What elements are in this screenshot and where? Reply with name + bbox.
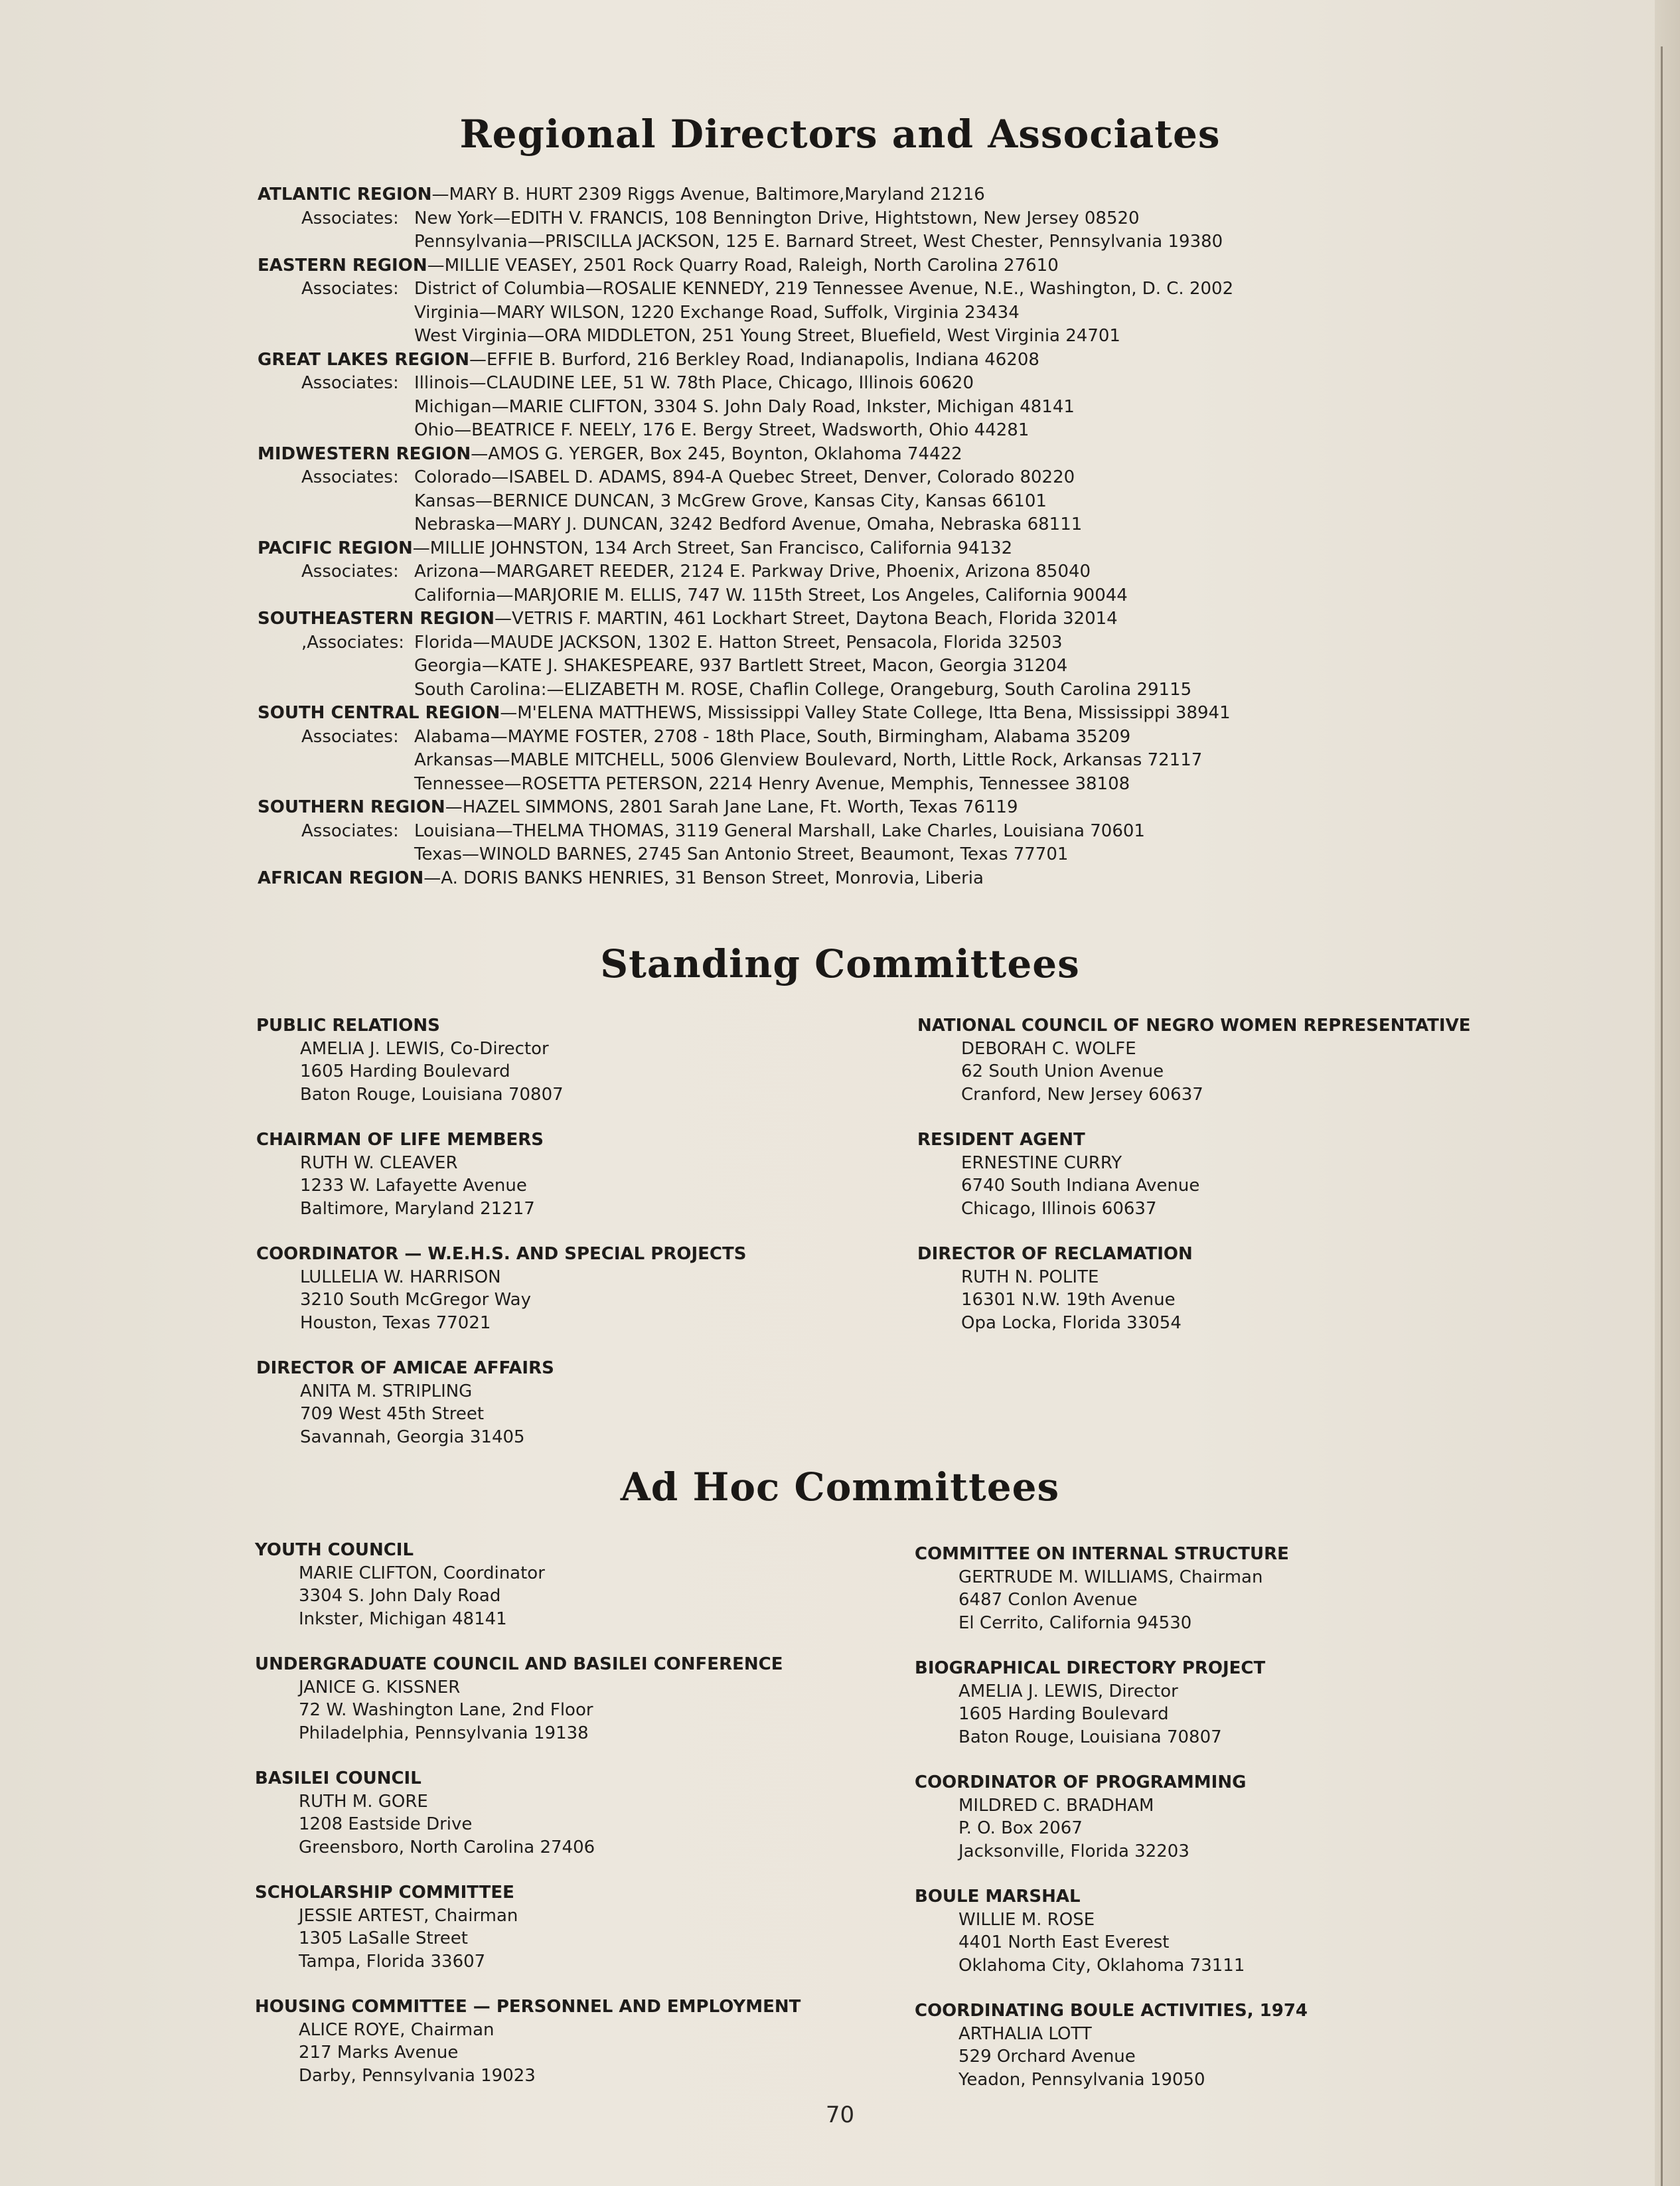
region-director-line — [258, 254, 1399, 278]
region-associate-line — [258, 207, 1399, 231]
contact-line: Jacksonville, Florida 32203 — [958, 1841, 1189, 1861]
region-associate-line — [258, 277, 1399, 301]
regional-directors-list — [258, 183, 1399, 890]
committee-title: COMMITTEE ON INTERNAL STRUCTURE — [915, 1544, 1289, 1564]
contact-line: P. O. Box 2067 — [958, 1818, 1083, 1838]
committee-contact — [256, 1152, 854, 1221]
contact-line: 1605 Harding Boulevard — [958, 1704, 1169, 1724]
contact-line: LULLELIA W. HARRISON — [300, 1267, 501, 1287]
associate-entry: Florida—MAUDE JACKSON, 1302 E. Hatton Street, Pensacola, Florida 32503 — [414, 632, 1063, 653]
committee-entry — [915, 1885, 1512, 1977]
region-name: PACIFIC REGION — [258, 538, 413, 558]
region-director: —MILLIE JOHNSTON, 134 Arch Street, San Francisco, California 94132 — [412, 538, 1013, 558]
committee-title: RESIDENT AGENT — [917, 1130, 1085, 1150]
committee-contact — [917, 1266, 1515, 1335]
committee-contact — [255, 1562, 852, 1631]
associates-label: Associates: — [301, 373, 399, 393]
associate-entry: Illinois—CLAUDINE LEE, 51 W. 78th Place, Chicago, Illinois 60620 — [414, 373, 974, 393]
contact-line: 1605 Harding Boulevard — [300, 1061, 510, 1081]
contact-line: Baton Rouge, Louisiana 70807 — [300, 1084, 564, 1105]
standing-committees-right-column — [917, 1014, 1515, 1357]
region-name: MIDWESTERN REGION — [258, 443, 471, 464]
associate-entry: District of Columbia—ROSALIE KENNEDY, 219 Tennessee Avenue, N.E., Washington, D. C. 2002 — [414, 279, 1234, 299]
contact-line: AMELIA J. LEWIS, Co-Director — [300, 1038, 549, 1059]
contact-line: 62 South Union Avenue — [961, 1061, 1164, 1081]
region-director-line — [258, 349, 1399, 372]
heading-regional-directors: Regional Directors and Associates — [459, 112, 1221, 157]
region-associate-line — [258, 372, 1399, 396]
committee-entry — [917, 1014, 1515, 1106]
region-director: —AMOS G. YERGER, Box 245, Boynton, Oklahoma 74422 — [471, 443, 962, 464]
committee-entry — [915, 1657, 1512, 1749]
committee-title: PUBLIC RELATIONS — [256, 1016, 440, 1036]
contact-line: ARTHALIA LOTT — [958, 2023, 1092, 2044]
region-director-line — [258, 537, 1399, 561]
committee-entry — [255, 1881, 852, 1973]
associates-label: ,Associates: — [301, 632, 404, 653]
committee-entry — [256, 1357, 854, 1448]
region-name: ATLANTIC REGION — [258, 185, 432, 204]
associates-label: Associates: — [301, 820, 399, 841]
associates-label: Associates: — [301, 279, 399, 299]
region-director-line — [258, 183, 1399, 207]
contact-line: 72 W. Washington Lane, 2nd Floor — [299, 1700, 593, 1720]
contact-line: JESSIE ARTEST, Chairman — [299, 1905, 518, 1926]
contact-line: ALICE ROYE, Chairman — [299, 2019, 495, 2040]
committee-title: COORDINATOR — W.E.H.S. AND SPECIAL PROJECTS — [256, 1244, 747, 1264]
committee-contact — [255, 1790, 852, 1859]
associate-entry: Michigan—MARIE CLIFTON, 3304 S. John Daly Road, Inkster, Michigan 48141 — [414, 396, 1075, 417]
contact-line: Baton Rouge, Louisiana 70807 — [958, 1727, 1222, 1747]
associate-entry: Tennessee—ROSETTA PETERSON, 2214 Henry Avenue, Memphis, Tennessee 38108 — [414, 773, 1130, 794]
contact-line: Chicago, Illinois 60637 — [961, 1198, 1157, 1219]
contact-line: 3304 S. John Daly Road — [299, 1586, 501, 1606]
associate-entry: Arkansas—MABLE MITCHELL, 5006 Glenview Boulevard, North, Little Rock, Arkansas 72117 — [414, 750, 1203, 770]
committee-entry — [917, 1129, 1515, 1220]
region-director: —MARY B. HURT 2309 Riggs Avenue, Baltimore,Maryland 21216 — [431, 185, 985, 204]
contact-line: Philadelphia, Pennsylvania 19138 — [299, 1723, 589, 1743]
contact-line: MARIE CLIFTON, Coordinator — [299, 1563, 545, 1583]
region-name: EASTERN REGION — [258, 255, 427, 275]
standing-committees-left-column — [256, 1014, 854, 1471]
heading-standing-committees: Standing Committees — [600, 941, 1080, 986]
associate-entry: Alabama—MAYME FOSTER, 2708 - 18th Place, South, Birmingham, Alabama 35209 — [414, 726, 1131, 747]
contact-line: Houston, Texas 77021 — [300, 1312, 491, 1333]
committee-contact — [256, 1038, 854, 1107]
contact-line: Greensboro, North Carolina 27406 — [299, 1837, 595, 1857]
region-director: —EFFIE B. Burford, 216 Berkley Road, Indianapolis, Indiana 46208 — [469, 349, 1039, 370]
committee-title: CHAIRMAN OF LIFE MEMBERS — [256, 1130, 544, 1150]
committee-contact — [255, 2019, 852, 2088]
associate-entry: Kansas—BERNICE DUNCAN, 3 McGrew Grove, Kansas City, Kansas 66101 — [414, 491, 1047, 511]
contact-line: 709 West 45th Street — [300, 1404, 485, 1424]
committee-contact — [917, 1038, 1515, 1107]
contact-line: 16301 N.W. 19th Avenue — [961, 1290, 1176, 1310]
region-director: —MILLIE VEASEY, 2501 Rock Quarry Road, Raleigh, North Carolina 27610 — [427, 255, 1059, 275]
region-name: GREAT LAKES REGION — [258, 349, 470, 370]
committee-title: BOULE MARSHAL — [915, 1887, 1081, 1907]
associate-entry: Pennsylvania—PRISCILLA JACKSON, 125 E. Barnard Street, West Chester, Pennsylvania 19380 — [414, 232, 1223, 252]
committee-contact — [915, 2023, 1512, 2092]
contact-line: Yeadon, Pennsylvania 19050 — [958, 2069, 1205, 2090]
page-edge — [1655, 0, 1680, 2186]
contact-line: Cranford, New Jersey 60637 — [961, 1084, 1203, 1105]
committee-contact — [917, 1152, 1515, 1221]
committee-title: UNDERGRADUATE COUNCIL AND BASILEI CONFERENCE — [255, 1654, 783, 1674]
page-number: 70 — [825, 2102, 855, 2128]
page-edge-line — [1661, 46, 1663, 2186]
heading-ad-hoc-committees: Ad Hoc Committees — [620, 1464, 1060, 1510]
committee-contact — [255, 1905, 852, 1974]
committee-entry — [915, 1543, 1512, 1634]
contact-line: Tampa, Florida 33607 — [299, 1951, 486, 1972]
contact-line: RUTH N. POLITE — [961, 1267, 1099, 1287]
contact-line: 529 Orchard Avenue — [958, 2047, 1136, 2067]
ad-hoc-committees-right-column — [915, 1543, 1512, 2114]
contact-line: 1208 Eastside Drive — [299, 1814, 473, 1834]
region-associate-line — [258, 631, 1399, 655]
contact-line: El Cerrito, California 94530 — [958, 1612, 1192, 1633]
contact-line: 4401 North East Everest — [958, 1932, 1170, 1952]
committee-title: HOUSING COMMITTEE — PERSONNEL AND EMPLOYMENT — [255, 1997, 801, 2017]
region-director-line — [258, 796, 1399, 820]
contact-line: MILDRED C. BRADHAM — [958, 1795, 1154, 1816]
contact-line: 1305 LaSalle Street — [299, 1928, 468, 1948]
contact-line: GERTRUDE M. WILLIAMS, Chairman — [958, 1567, 1263, 1587]
associate-entry: Texas—WINOLD BARNES, 2745 San Antonio Street, Beaumont, Texas 77701 — [414, 844, 1069, 864]
committee-entry — [917, 1243, 1515, 1334]
contact-line: Oklahoma City, Oklahoma 73111 — [958, 1955, 1245, 1976]
committee-title: DIRECTOR OF RECLAMATION — [917, 1244, 1193, 1264]
contact-line: AMELIA J. LEWIS, Director — [958, 1681, 1178, 1701]
associate-entry: Colorado—ISABEL D. ADAMS, 894-A Quebec Street, Denver, Colorado 80220 — [414, 467, 1075, 487]
associate-entry: Georgia—KATE J. SHAKESPEARE, 937 Bartlett Street, Macon, Georgia 31204 — [414, 656, 1068, 676]
region-director-line — [258, 702, 1399, 726]
committee-contact — [915, 1794, 1512, 1863]
contact-line: Savannah, Georgia 31405 — [300, 1427, 525, 1447]
committee-contact — [915, 1909, 1512, 1978]
committee-title: SCHOLARSHIP COMMITTEE — [255, 1883, 514, 1903]
committee-contact — [915, 1566, 1512, 1635]
committee-entry — [256, 1014, 854, 1106]
contact-line: RUTH W. CLEAVER — [300, 1152, 458, 1173]
committee-entry — [255, 1995, 852, 2087]
associate-entry: South Carolina:—ELIZABETH M. ROSE, Chaflin College, Orangeburg, South Carolina 29115 — [414, 679, 1192, 700]
region-director-line — [258, 443, 1399, 467]
committee-entry — [256, 1243, 854, 1334]
contact-line: ANITA M. STRIPLING — [300, 1381, 473, 1401]
committee-contact — [256, 1380, 854, 1449]
contact-line: JANICE G. KISSNER — [299, 1677, 461, 1697]
contact-line: 1233 W. Lafayette Avenue — [300, 1176, 527, 1196]
associate-entry: West Virginia—ORA MIDDLETON, 251 Young Street, Bluefield, West Virginia 24701 — [414, 326, 1120, 346]
ad-hoc-committees-left-column — [255, 1539, 852, 2110]
region-name: SOUTH CENTRAL REGION — [258, 703, 500, 723]
committee-title: BASILEI COUNCIL — [255, 1768, 421, 1788]
committee-title: NATIONAL COUNCIL OF NEGRO WOMEN REPRESENTATIVE — [917, 1016, 1471, 1036]
contact-line: Opa Locka, Florida 33054 — [961, 1312, 1182, 1333]
associate-entry: Ohio—BEATRICE F. NEELY, 176 E. Bergy Street, Wadsworth, Ohio 44281 — [414, 420, 1030, 440]
contact-line: 3210 South McGregor Way — [300, 1290, 531, 1310]
committee-title: COORDINATING BOULE ACTIVITIES, 1974 — [915, 2001, 1308, 2021]
associate-entry: California—MARJORIE M. ELLIS, 747 W. 115th Street, Los Angeles, California 90044 — [414, 585, 1128, 605]
associates-label: Associates: — [301, 562, 399, 582]
region-name: AFRICAN REGION — [258, 868, 424, 888]
contact-line: 217 Marks Avenue — [299, 2043, 459, 2063]
contact-line: Baltimore, Maryland 21217 — [300, 1198, 535, 1219]
region-associate-line — [258, 466, 1399, 490]
region-director: —A. DORIS BANKS HENRIES, 31 Benson Street, Monrovia, Liberia — [423, 868, 984, 888]
associate-entry: New York—EDITH V. FRANCIS, 108 Bennington Drive, Hightstown, New Jersey 08520 — [414, 208, 1140, 228]
committee-contact — [915, 1680, 1512, 1749]
committee-title: DIRECTOR OF AMICAE AFFAIRS — [256, 1358, 554, 1378]
contact-line: Inkster, Michigan 48141 — [299, 1608, 507, 1629]
committee-entry — [915, 1999, 1512, 2091]
associates-label: Associates: — [301, 208, 399, 228]
contact-line: ERNESTINE CURRY — [961, 1152, 1122, 1173]
region-name: SOUTHEASTERN REGION — [258, 609, 495, 629]
associate-entry: Virginia—MARY WILSON, 1220 Exchange Road, Suffolk, Virginia 23434 — [414, 302, 1020, 323]
contact-line: Darby, Pennsylvania 19023 — [299, 2065, 536, 2086]
committee-entry — [255, 1653, 852, 1745]
contact-line: WILLIE M. ROSE — [958, 1909, 1095, 1930]
region-associate-line — [258, 820, 1399, 844]
committee-entry — [915, 1771, 1512, 1863]
committee-title: YOUTH COUNCIL — [255, 1540, 414, 1560]
associate-entry: Louisiana—THELMA THOMAS, 3119 General Marshall, Lake Charles, Louisiana 70601 — [414, 820, 1145, 841]
committee-contact — [255, 1676, 852, 1745]
associate-entry: Arizona—MARGARET REEDER, 2124 E. Parkway Drive, Phoenix, Arizona 85040 — [414, 562, 1091, 582]
contact-line: 6740 South Indiana Avenue — [961, 1176, 1200, 1196]
region-director: —VETRIS F. MARTIN, 461 Lockhart Street, Daytona Beach, Florida 32014 — [495, 609, 1118, 629]
committee-entry — [255, 1539, 852, 1630]
contact-line: RUTH M. GORE — [299, 1791, 428, 1812]
associates-label: Associates: — [301, 726, 399, 747]
committee-entry — [255, 1767, 852, 1859]
associate-entry: Nebraska—MARY J. DUNCAN, 3242 Bedford Avenue, Omaha, Nebraska 68111 — [414, 514, 1083, 534]
contact-line: DEBORAH C. WOLFE — [961, 1038, 1136, 1059]
committee-contact — [256, 1266, 854, 1335]
region-name: SOUTHERN REGION — [258, 797, 445, 817]
region-director: —M'ELENA MATTHEWS, Mississippi Valley State College, Itta Bena, Mississippi 38941 — [500, 703, 1231, 723]
region-director-line — [258, 867, 1399, 891]
region-director-line — [258, 607, 1399, 631]
region-associate-line — [258, 726, 1399, 749]
contact-line: 6487 Conlon Avenue — [958, 1590, 1138, 1610]
committee-title: BIOGRAPHICAL DIRECTORY PROJECT — [915, 1658, 1266, 1678]
committee-entry — [256, 1129, 854, 1220]
committee-title: COORDINATOR OF PROGRAMMING — [915, 1772, 1247, 1792]
region-associate-line — [258, 560, 1399, 584]
region-director: —HAZEL SIMMONS, 2801 Sarah Jane Lane, Ft. Worth, Texas 76119 — [445, 797, 1018, 817]
associates-label: Associates: — [301, 467, 399, 487]
